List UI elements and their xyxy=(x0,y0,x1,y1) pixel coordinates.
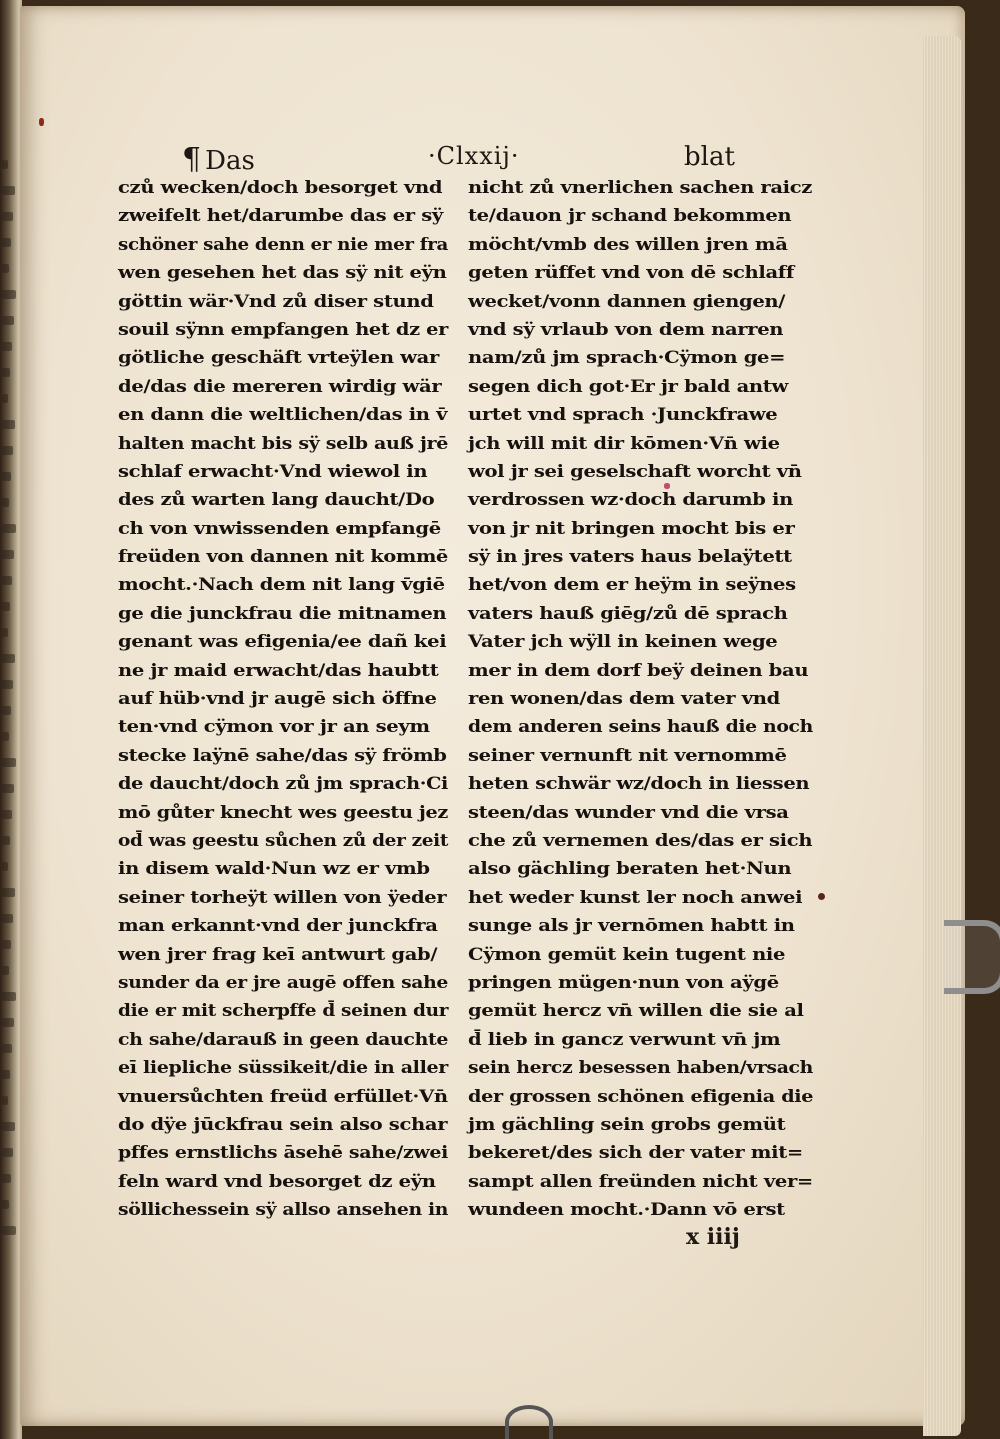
text-line: wen gesehen het das sÿ nit eÿn xyxy=(118,263,447,284)
text-fragment xyxy=(2,810,12,819)
text-fragment xyxy=(2,420,15,429)
text-fragment xyxy=(2,1226,16,1235)
text-line: auf hüb·vnd jr augē sich öffne xyxy=(118,689,437,710)
text-fragment xyxy=(2,654,15,663)
text-fragment xyxy=(2,550,14,559)
running-head-left xyxy=(182,142,255,177)
text-fragment xyxy=(2,1018,14,1027)
text-line: sunge als jr vernōmen habtt in xyxy=(468,916,795,937)
text-fragment xyxy=(2,966,9,975)
text-line: ne jr maid erwacht/das haubtt xyxy=(118,660,439,681)
text-line: vnuersůchten freüd erfüllet·Vn̄ xyxy=(118,1086,448,1107)
text-line: che zů vernemen des/das er sich xyxy=(468,830,813,851)
text-fragment xyxy=(2,914,13,923)
text-line: man erkannt·vnd der junckfra xyxy=(118,916,438,937)
text-fragment xyxy=(2,706,11,715)
ink-dot-mark xyxy=(818,893,825,900)
text-line: Vater jch wÿll in keinen wege xyxy=(468,632,778,653)
text-line: möcht/vmb des willen jren mā xyxy=(468,234,788,255)
text-line: die er mit scherpffe d̄ seinen dur xyxy=(118,1001,449,1022)
text-line: wol jr sei geselschaft worcht vn̄ xyxy=(468,461,802,482)
text-line: von jr nit bringen mocht bis er xyxy=(468,518,795,539)
text-fragment xyxy=(2,212,13,221)
page-stack-edge xyxy=(923,36,961,1436)
text-line: verdrossen wz·doch darumb in xyxy=(468,490,793,511)
text-fragment xyxy=(2,368,10,377)
text-fragment xyxy=(2,472,11,481)
bottom-clip-icon xyxy=(505,1405,553,1439)
text-column-left xyxy=(118,174,453,1224)
text-line: schöner sahe denn er nie mer fra xyxy=(118,234,449,255)
text-fragment xyxy=(2,316,14,325)
text-line: segen dich got·Er jr bald antw xyxy=(468,376,788,397)
text-line: steen/das wunder vnd die vrsa xyxy=(468,802,789,823)
text-fragment xyxy=(2,758,16,767)
text-line: pffes ernstlichs āsehē sahe/zwei xyxy=(118,1143,448,1164)
text-fragment xyxy=(2,342,12,351)
text-line: eī liepliche süssikeit/die in aller xyxy=(118,1058,448,1079)
text-line: mer in dem dorf beÿ deinen bau xyxy=(468,660,809,681)
text-fragment xyxy=(2,1044,12,1053)
text-line: feln ward vnd besorget dz eÿn xyxy=(118,1171,436,1192)
text-line: götliche geschäft vrteÿlen war xyxy=(118,348,439,369)
text-fragment xyxy=(2,1122,15,1131)
text-line: seiner vernunft nit vernommē xyxy=(468,745,787,766)
text-line: te/dauon jr schand bekommen xyxy=(468,206,792,227)
text-fragment xyxy=(2,498,9,507)
text-line: od̄ was geestu sůchen zů der zeit xyxy=(118,830,449,851)
text-line: vnd sÿ vrlaub von dem narren xyxy=(468,319,784,340)
text-line: söllichessein sÿ allso ansehen in xyxy=(118,1200,449,1221)
text-fragment xyxy=(2,992,16,1001)
text-line: ten·vnd cÿmon vor jr an seym xyxy=(118,717,430,738)
text-line: stecke laÿnē sahe/das sÿ frömb xyxy=(118,745,447,766)
text-fragment xyxy=(2,264,9,273)
text-fragment xyxy=(2,290,16,299)
text-line: do dÿe jūckfrau sein also schar xyxy=(118,1114,448,1135)
text-line: geten rüffet vnd von dē schlaff xyxy=(468,263,794,284)
text-line: ch von vnwissenden empfangē xyxy=(118,518,441,539)
text-line: sÿ in jres vaters haus belaÿtett xyxy=(468,547,792,568)
text-fragment xyxy=(2,628,8,637)
text-line: Cÿmon gemüt kein tugent nie xyxy=(468,944,786,965)
text-line: jch will mit dir kōmen·Vn̄ wie xyxy=(468,433,780,454)
text-line: ch sahe/darauß in geen dauchte xyxy=(118,1029,449,1050)
text-fragment xyxy=(2,1070,10,1079)
text-fragment xyxy=(2,576,12,585)
text-fragment xyxy=(2,394,8,403)
running-head xyxy=(0,142,1000,176)
text-line: des zů warten lang daucht/Do xyxy=(118,490,435,511)
text-column-right xyxy=(468,174,818,1224)
text-line: sein hercz besessen haben/vrsach xyxy=(468,1058,814,1079)
text-fragment xyxy=(2,784,14,793)
running-head-left-text: Das xyxy=(205,146,255,176)
text-fragment xyxy=(2,940,11,949)
text-fragment xyxy=(2,602,10,611)
text-line: dem anderen seins hauß die noch xyxy=(468,717,813,738)
text-line: de daucht/doch zů jm sprach·Ci xyxy=(118,774,449,795)
folio-number: ·Clxxij· xyxy=(428,142,520,170)
text-line: der grossen schönen efigenia die xyxy=(468,1086,814,1107)
text-line: freüden von dannen nit kommē xyxy=(118,547,449,568)
text-line: jm gächling sein grobs gemüt xyxy=(468,1114,786,1135)
text-line: het weder kunst ler noch anwei xyxy=(468,887,803,908)
signature-mark: x iiij xyxy=(686,1224,740,1250)
text-line: het/von dem er heÿm in seÿnes xyxy=(468,575,796,596)
text-line: mocht.·Nach dem nit lang v̄giē xyxy=(118,575,445,596)
text-line: sampt allen freünden nicht ver= xyxy=(468,1171,813,1192)
text-fragment xyxy=(2,888,15,897)
text-line: also gächling beraten het·Nun xyxy=(468,859,792,880)
text-line: nicht zů vnerlichen sachen raicz xyxy=(468,178,813,198)
text-line: wen jrer frag keī antwurt gab/ xyxy=(118,944,438,965)
text-line: czů wecken/doch besorget vnd xyxy=(118,178,443,198)
text-line: halten macht bis sÿ selb auß jrē xyxy=(118,433,449,454)
left-page-text-fragments xyxy=(2,160,16,1260)
text-line: wundeen mocht.·Dann vō erst xyxy=(468,1200,785,1221)
text-line: de/das die mereren wirdig wär xyxy=(118,376,442,397)
text-fragment xyxy=(2,732,9,741)
text-fragment xyxy=(2,836,10,845)
text-line: d̄ lieb in gancz verwunt vn̄ jm xyxy=(468,1029,781,1050)
pilcrow-icon: ¶ xyxy=(182,142,202,177)
text-line: wecket/vonn dannen giengen/ xyxy=(468,291,786,312)
text-line: urtet vnd sprach ·Junckfrawe xyxy=(468,405,778,426)
running-head-right: blat xyxy=(684,142,735,172)
text-fragment xyxy=(2,1148,13,1157)
text-line: nam/zů jm sprach·Cÿmon ge= xyxy=(468,348,786,369)
left-page-edge xyxy=(0,0,22,1439)
text-fragment xyxy=(2,446,13,455)
page-clip-icon xyxy=(944,920,1000,994)
text-line: göttin wär·Vnd zů diser stund xyxy=(118,291,434,312)
text-fragment xyxy=(2,680,13,689)
text-line: in disem wald·Nun wz er vmb xyxy=(118,859,430,880)
text-fragment xyxy=(2,238,11,247)
ink-blot-mark xyxy=(39,118,44,126)
text-line: sunder da er jre augē offen sahe xyxy=(118,972,448,993)
text-fragment xyxy=(2,1096,8,1105)
text-line: ge die junckfrau die mitnamen xyxy=(118,603,447,624)
text-line: mō gůter knecht wes geestu jez xyxy=(118,802,448,823)
text-line: vaters hauß giēg/zů dē sprach xyxy=(468,603,788,624)
text-fragment xyxy=(2,186,15,195)
text-fragment xyxy=(2,1200,9,1209)
text-fragment xyxy=(2,1174,11,1183)
text-line: genant was efigenia/ee dañ kei xyxy=(118,632,447,653)
text-line: seiner torheÿt willen von ÿeder xyxy=(118,887,447,908)
text-line: gemüt hercz vn̄ willen die sie al xyxy=(468,1001,804,1022)
text-fragment xyxy=(2,524,16,533)
text-line: en dann die weltlichen/das in v̄ xyxy=(118,405,448,426)
text-line: zweifelt het/darumbe das er sÿ xyxy=(118,206,443,227)
text-line: souil sÿnn empfangen het dz er xyxy=(118,319,449,340)
text-line: heten schwär wz/doch in liessen xyxy=(468,774,810,795)
text-line: bekeret/des sich der vater mit= xyxy=(468,1143,803,1164)
text-fragment xyxy=(2,862,8,871)
text-line: schlaf erwacht·Vnd wiewol in xyxy=(118,461,428,482)
text-line: ren wonen/das dem vater vnd xyxy=(468,689,780,710)
text-line: pringen mügen·nun von aÿgē xyxy=(468,972,779,993)
